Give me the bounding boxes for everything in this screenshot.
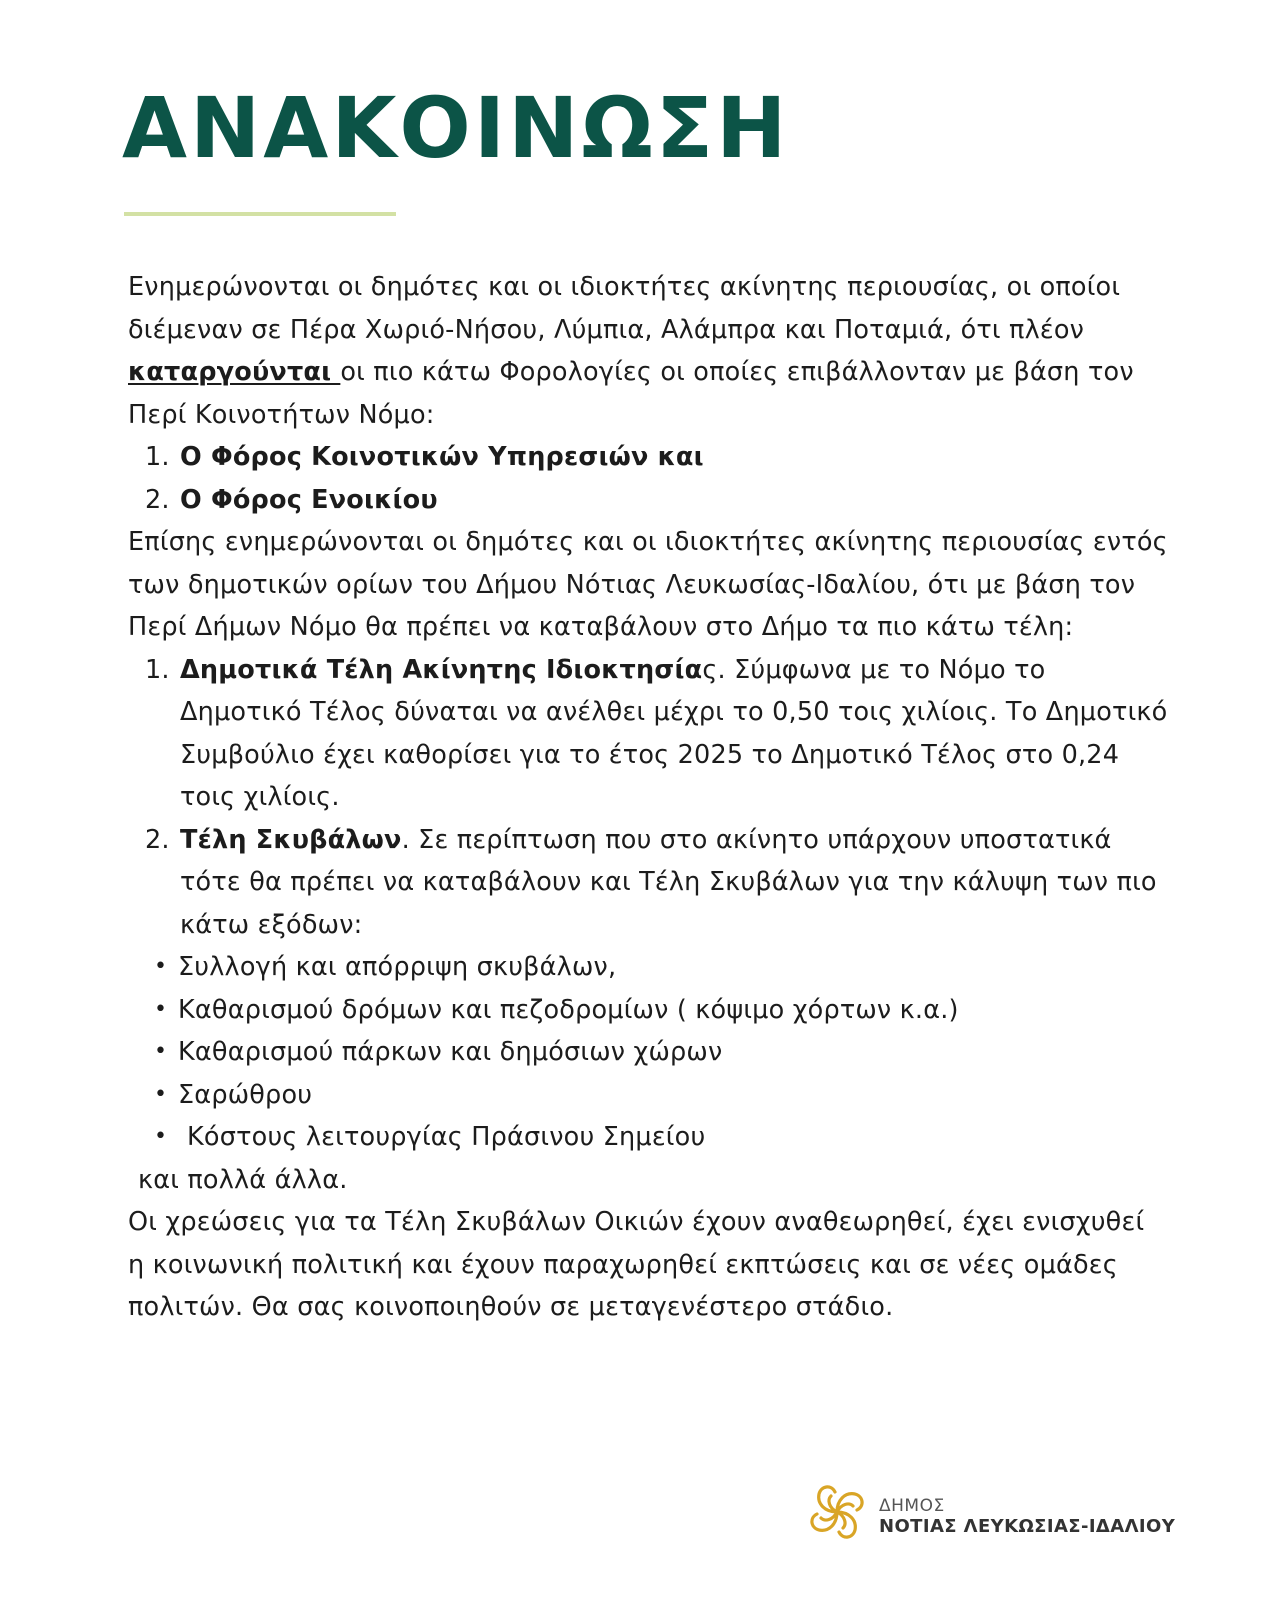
expenses-trailing-text: και πολλά άλλα. [138, 1164, 348, 1195]
abolished-taxes-list [128, 436, 1168, 521]
fee-1-text: ς. Σύμφωνα με το Νόμο το Δημοτικό Τέλος δύναται να ανέλθει μέχρι το 0,50 τοις χιλίοις. Το Δημοτικό Συμβούλιο έχει καθορίσει για το έτος 2025 το Δημοτικό Τέλος στο 0,24 τοις χιλίοις. [180, 654, 1168, 812]
fee-2-text: . Σε περίπτωση που στο ακίνητο υπάρχουν υποστατικά τότε θα πρέπει να καταβάλουν και Τέλη Σκυβάλων για την κάλυψη των πιο κάτω εξόδων: [180, 824, 1157, 940]
expense-1: Συλλογή και απόρριψη σκυβάλων, [178, 952, 617, 982]
second-paragraph: Επίσης ενημερώνονται οι δημότες και οι ιδιοκτήτες ακίνητης περιουσίας εντός των δημοτικών ορίων του Δήμου Νότιας Λευκωσίας-Ιδαλίου, ότι με βάση τον Περί Δήμων Νόμο θα πρέπει να καταβάλουν στο Δήμο τα πιο κάτω τέλη: [128, 527, 1168, 642]
closing-paragraph: Οι χρεώσεις για τα Τέλη Σκυβάλων Οικιών έχουν αναθεωρηθεί, έχει ενισχυθεί η κοινωνική πολιτική και έχουν παραχωρηθεί εκπτώσεις και σε νέες ομάδες πολιτών. Θα σας κοινοποιηθούν σε μεταγενέστερο στάδιο. [128, 1207, 1145, 1322]
list-item [178, 436, 1168, 479]
list-item [178, 819, 1168, 947]
list-item [178, 479, 1168, 522]
intro-text-after: οι πιο κάτω Φορολογίες οι οποίες επιβάλλονταν με βάση τον Περί Κοινοτήτων Νόμο: [128, 357, 1134, 430]
logo-text-line1: ΔΗΜΟΣ [879, 1496, 945, 1516]
fee-1-title: Δημοτικά Τέλη Ακίνητης Ιδιοκτησία [180, 654, 703, 685]
logo-text-line2: ΝΟΤΙΑΣ ΛΕΥΚΩΣΙΑΣ-ΙΔΑΛΙΟΥ [879, 1516, 1176, 1537]
expense-4: Σαρώθρου [178, 1079, 313, 1110]
expense-2: Καθαρισμού δρόμων και πεζοδρομίων ( κόψιμο χόρτων κ.α.) [178, 994, 959, 1025]
intro-emphasis: καταργούνται [128, 357, 341, 387]
list-item [178, 1031, 1168, 1074]
announcement-body [128, 266, 1168, 1329]
expenses-list [128, 946, 1168, 1159]
list-item [178, 989, 1168, 1032]
list-item [178, 649, 1168, 819]
abolished-tax-1: Ο Φόρος Κοινοτικών Υπηρεσιών και [180, 442, 704, 472]
title-underline-divider [124, 212, 396, 216]
fees-list [128, 649, 1168, 947]
fee-2-title: Τέλη Σκυβάλων [180, 824, 402, 855]
municipality-logo [805, 1480, 1176, 1550]
list-item [178, 946, 1168, 989]
expense-5: Κόστους λειτουργίας Πράσινου Σημείου [187, 1122, 706, 1152]
list-item [178, 1074, 1168, 1117]
expense-3: Καθαρισμού πάρκων και δημόσιων χώρων [178, 1037, 723, 1067]
list-item [178, 1116, 1168, 1159]
intro-paragraph [128, 266, 1168, 436]
abolished-tax-2: Ο Φόρος Ενοικίου [180, 484, 438, 515]
page-title: ΑΝΑΚΟΙΝΩΣΗ [122, 79, 790, 177]
intro-text-before: Ενημερώνονται οι δημότες και οι ιδιοκτήτες ακίνητης περιουσίας, οι οποίοι διέμεναν σε Πέρα Χωριό-Νήσου, Λύμπια, Αλάμπρα και Ποταμιά, ότι πλέον [128, 272, 1121, 345]
municipality-swirl-logo-icon [805, 1480, 869, 1544]
